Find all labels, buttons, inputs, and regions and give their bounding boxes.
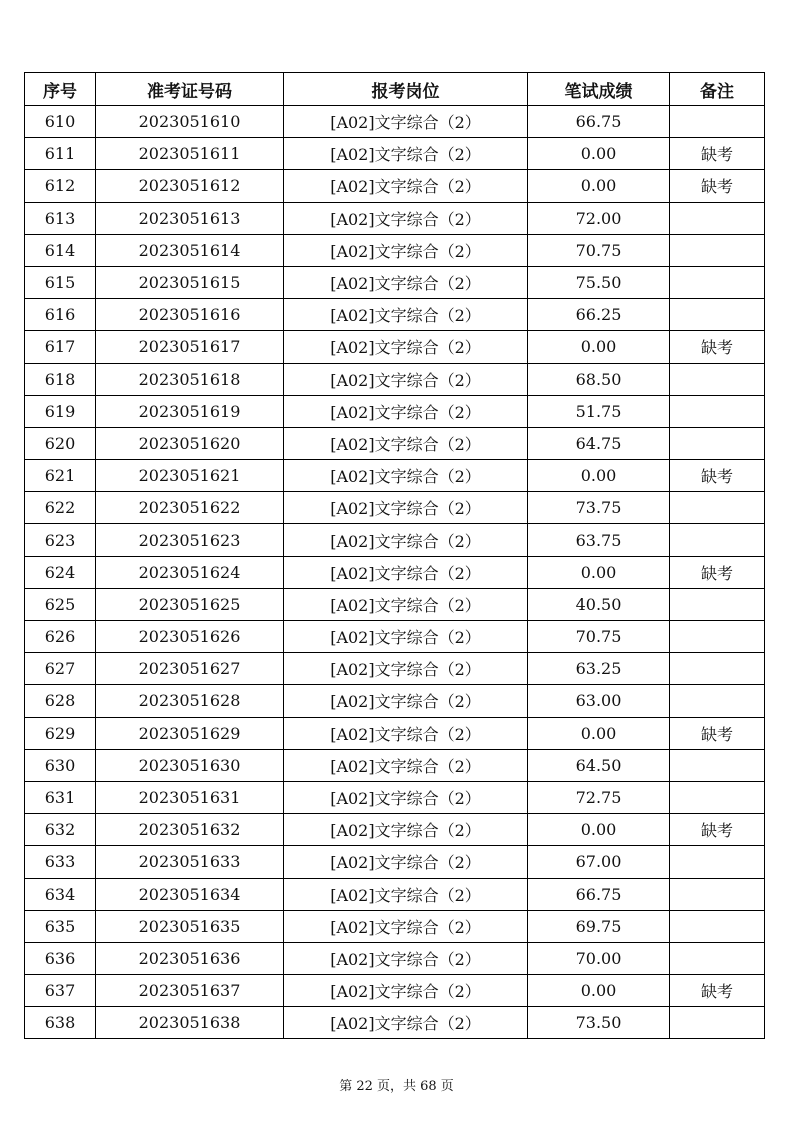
table-row [25, 975, 765, 1007]
cell-post: [A02]文字综合（2） [284, 621, 528, 653]
cell-post: [A02]文字综合（2） [284, 492, 528, 524]
cell-remark [670, 653, 765, 685]
table-row [25, 846, 765, 878]
cell-exam-id: 2023051624 [96, 556, 284, 588]
cell-remark: 缺考 [670, 814, 765, 846]
table-row [25, 524, 765, 556]
cell-score: 70.00 [528, 942, 670, 974]
cell-remark [670, 363, 765, 395]
cell-score: 66.25 [528, 299, 670, 331]
cell-score: 63.25 [528, 653, 670, 685]
cell-remark [670, 749, 765, 781]
table-row [25, 106, 765, 138]
cell-score: 0.00 [528, 138, 670, 170]
cell-seq: 631 [25, 781, 96, 813]
cell-score: 64.75 [528, 427, 670, 459]
cell-post: [A02]文字综合（2） [284, 942, 528, 974]
cell-post: [A02]文字综合（2） [284, 106, 528, 138]
cell-score: 0.00 [528, 717, 670, 749]
cell-exam-id: 2023051619 [96, 395, 284, 427]
cell-exam-id: 2023051626 [96, 621, 284, 653]
cell-seq: 615 [25, 266, 96, 298]
cell-score: 72.00 [528, 202, 670, 234]
table-row [25, 621, 765, 653]
cell-post: [A02]文字综合（2） [284, 234, 528, 266]
cell-score: 0.00 [528, 814, 670, 846]
table-row [25, 492, 765, 524]
table-row [25, 781, 765, 813]
cell-exam-id: 2023051630 [96, 749, 284, 781]
header-seq: 序号 [25, 73, 96, 106]
cell-exam-id: 2023051636 [96, 942, 284, 974]
table-row [25, 266, 765, 298]
cell-post: [A02]文字综合（2） [284, 331, 528, 363]
cell-score: 70.75 [528, 621, 670, 653]
cell-post: [A02]文字综合（2） [284, 170, 528, 202]
cell-seq: 635 [25, 910, 96, 942]
cell-post: [A02]文字综合（2） [284, 653, 528, 685]
table-row [25, 202, 765, 234]
cell-post: [A02]文字综合（2） [284, 588, 528, 620]
cell-remark [670, 524, 765, 556]
cell-post: [A02]文字综合（2） [284, 266, 528, 298]
cell-score: 68.50 [528, 363, 670, 395]
cell-post: [A02]文字综合（2） [284, 685, 528, 717]
cell-exam-id: 2023051612 [96, 170, 284, 202]
cell-seq: 622 [25, 492, 96, 524]
page-footer: 第 22 页，共 68 页 [339, 1079, 454, 1094]
cell-score: 70.75 [528, 234, 670, 266]
table-header-row [25, 73, 765, 106]
table-row [25, 1007, 765, 1039]
cell-seq: 621 [25, 460, 96, 492]
cell-remark: 缺考 [670, 138, 765, 170]
cell-seq: 613 [25, 202, 96, 234]
header-post: 报考岗位 [284, 73, 528, 106]
cell-score: 0.00 [528, 460, 670, 492]
cell-seq: 610 [25, 106, 96, 138]
cell-post: [A02]文字综合（2） [284, 1007, 528, 1039]
table-row [25, 653, 765, 685]
cell-score: 0.00 [528, 170, 670, 202]
cell-remark [670, 395, 765, 427]
cell-seq: 616 [25, 299, 96, 331]
cell-exam-id: 2023051622 [96, 492, 284, 524]
cell-seq: 611 [25, 138, 96, 170]
cell-remark [670, 492, 765, 524]
cell-exam-id: 2023051611 [96, 138, 284, 170]
cell-seq: 619 [25, 395, 96, 427]
cell-remark: 缺考 [670, 331, 765, 363]
cell-score: 0.00 [528, 975, 670, 1007]
cell-remark [670, 202, 765, 234]
cell-exam-id: 2023051628 [96, 685, 284, 717]
cell-seq: 627 [25, 653, 96, 685]
table-row [25, 234, 765, 266]
cell-remark [670, 588, 765, 620]
cell-exam-id: 2023051625 [96, 588, 284, 620]
cell-seq: 612 [25, 170, 96, 202]
cell-post: [A02]文字综合（2） [284, 460, 528, 492]
cell-remark [670, 299, 765, 331]
cell-post: [A02]文字综合（2） [284, 395, 528, 427]
cell-score: 63.75 [528, 524, 670, 556]
cell-exam-id: 2023051637 [96, 975, 284, 1007]
table-row [25, 170, 765, 202]
cell-score: 64.50 [528, 749, 670, 781]
cell-seq: 617 [25, 331, 96, 363]
cell-seq: 624 [25, 556, 96, 588]
table-row [25, 395, 765, 427]
table-row [25, 331, 765, 363]
cell-post: [A02]文字综合（2） [284, 814, 528, 846]
table-row [25, 363, 765, 395]
cell-post: [A02]文字综合（2） [284, 427, 528, 459]
cell-score: 66.75 [528, 878, 670, 910]
cell-score: 69.75 [528, 910, 670, 942]
cell-exam-id: 2023051631 [96, 781, 284, 813]
cell-seq: 618 [25, 363, 96, 395]
cell-score: 51.75 [528, 395, 670, 427]
header-exam-id: 准考证号码 [96, 73, 284, 106]
cell-exam-id: 2023051621 [96, 460, 284, 492]
cell-exam-id: 2023051634 [96, 878, 284, 910]
cell-seq: 638 [25, 1007, 96, 1039]
cell-post: [A02]文字综合（2） [284, 781, 528, 813]
cell-score: 0.00 [528, 331, 670, 363]
cell-remark [670, 910, 765, 942]
cell-post: [A02]文字综合（2） [284, 138, 528, 170]
cell-post: [A02]文字综合（2） [284, 878, 528, 910]
cell-score: 75.50 [528, 266, 670, 298]
cell-post: [A02]文字综合（2） [284, 363, 528, 395]
cell-seq: 628 [25, 685, 96, 717]
cell-seq: 633 [25, 846, 96, 878]
cell-seq: 634 [25, 878, 96, 910]
header-score: 笔试成绩 [528, 73, 670, 106]
cell-remark [670, 621, 765, 653]
cell-exam-id: 2023051617 [96, 331, 284, 363]
cell-exam-id: 2023051635 [96, 910, 284, 942]
cell-score: 0.00 [528, 556, 670, 588]
cell-exam-id: 2023051633 [96, 846, 284, 878]
cell-exam-id: 2023051615 [96, 266, 284, 298]
table-row [25, 717, 765, 749]
table-body [25, 106, 765, 1039]
cell-remark [670, 266, 765, 298]
cell-post: [A02]文字综合（2） [284, 717, 528, 749]
cell-remark [670, 846, 765, 878]
table-row [25, 814, 765, 846]
table-row [25, 460, 765, 492]
cell-score: 72.75 [528, 781, 670, 813]
cell-exam-id: 2023051616 [96, 299, 284, 331]
cell-remark [670, 942, 765, 974]
cell-remark [670, 106, 765, 138]
cell-post: [A02]文字综合（2） [284, 524, 528, 556]
table-row [25, 685, 765, 717]
cell-seq: 636 [25, 942, 96, 974]
cell-exam-id: 2023051614 [96, 234, 284, 266]
cell-score: 73.50 [528, 1007, 670, 1039]
cell-post: [A02]文字综合（2） [284, 910, 528, 942]
cell-exam-id: 2023051638 [96, 1007, 284, 1039]
table-row [25, 588, 765, 620]
table-row [25, 299, 765, 331]
table-row [25, 942, 765, 974]
header-remark: 备注 [670, 73, 765, 106]
cell-exam-id: 2023051610 [96, 106, 284, 138]
cell-exam-id: 2023051629 [96, 717, 284, 749]
table-row [25, 556, 765, 588]
cell-exam-id: 2023051613 [96, 202, 284, 234]
cell-remark: 缺考 [670, 556, 765, 588]
cell-post: [A02]文字综合（2） [284, 299, 528, 331]
cell-seq: 614 [25, 234, 96, 266]
cell-seq: 623 [25, 524, 96, 556]
cell-remark [670, 1007, 765, 1039]
cell-seq: 626 [25, 621, 96, 653]
table-row [25, 427, 765, 459]
cell-score: 66.75 [528, 106, 670, 138]
cell-score: 73.75 [528, 492, 670, 524]
cell-seq: 637 [25, 975, 96, 1007]
cell-remark: 缺考 [670, 460, 765, 492]
cell-seq: 625 [25, 588, 96, 620]
cell-remark: 缺考 [670, 717, 765, 749]
table-row [25, 910, 765, 942]
table-row [25, 138, 765, 170]
cell-exam-id: 2023051620 [96, 427, 284, 459]
cell-remark [670, 781, 765, 813]
table-row [25, 749, 765, 781]
cell-score: 67.00 [528, 846, 670, 878]
cell-exam-id: 2023051618 [96, 363, 284, 395]
cell-seq: 632 [25, 814, 96, 846]
cell-remark: 缺考 [670, 975, 765, 1007]
cell-remark [670, 234, 765, 266]
cell-post: [A02]文字综合（2） [284, 202, 528, 234]
cell-post: [A02]文字综合（2） [284, 975, 528, 1007]
table-row [25, 878, 765, 910]
cell-exam-id: 2023051623 [96, 524, 284, 556]
cell-score: 40.50 [528, 588, 670, 620]
cell-exam-id: 2023051627 [96, 653, 284, 685]
score-table [24, 72, 765, 1039]
cell-seq: 630 [25, 749, 96, 781]
cell-seq: 620 [25, 427, 96, 459]
cell-score: 63.00 [528, 685, 670, 717]
cell-post: [A02]文字综合（2） [284, 556, 528, 588]
cell-remark [670, 878, 765, 910]
cell-remark [670, 427, 765, 459]
cell-post: [A02]文字综合（2） [284, 846, 528, 878]
cell-post: [A02]文字综合（2） [284, 749, 528, 781]
cell-seq: 629 [25, 717, 96, 749]
cell-remark [670, 685, 765, 717]
cell-remark: 缺考 [670, 170, 765, 202]
cell-exam-id: 2023051632 [96, 814, 284, 846]
